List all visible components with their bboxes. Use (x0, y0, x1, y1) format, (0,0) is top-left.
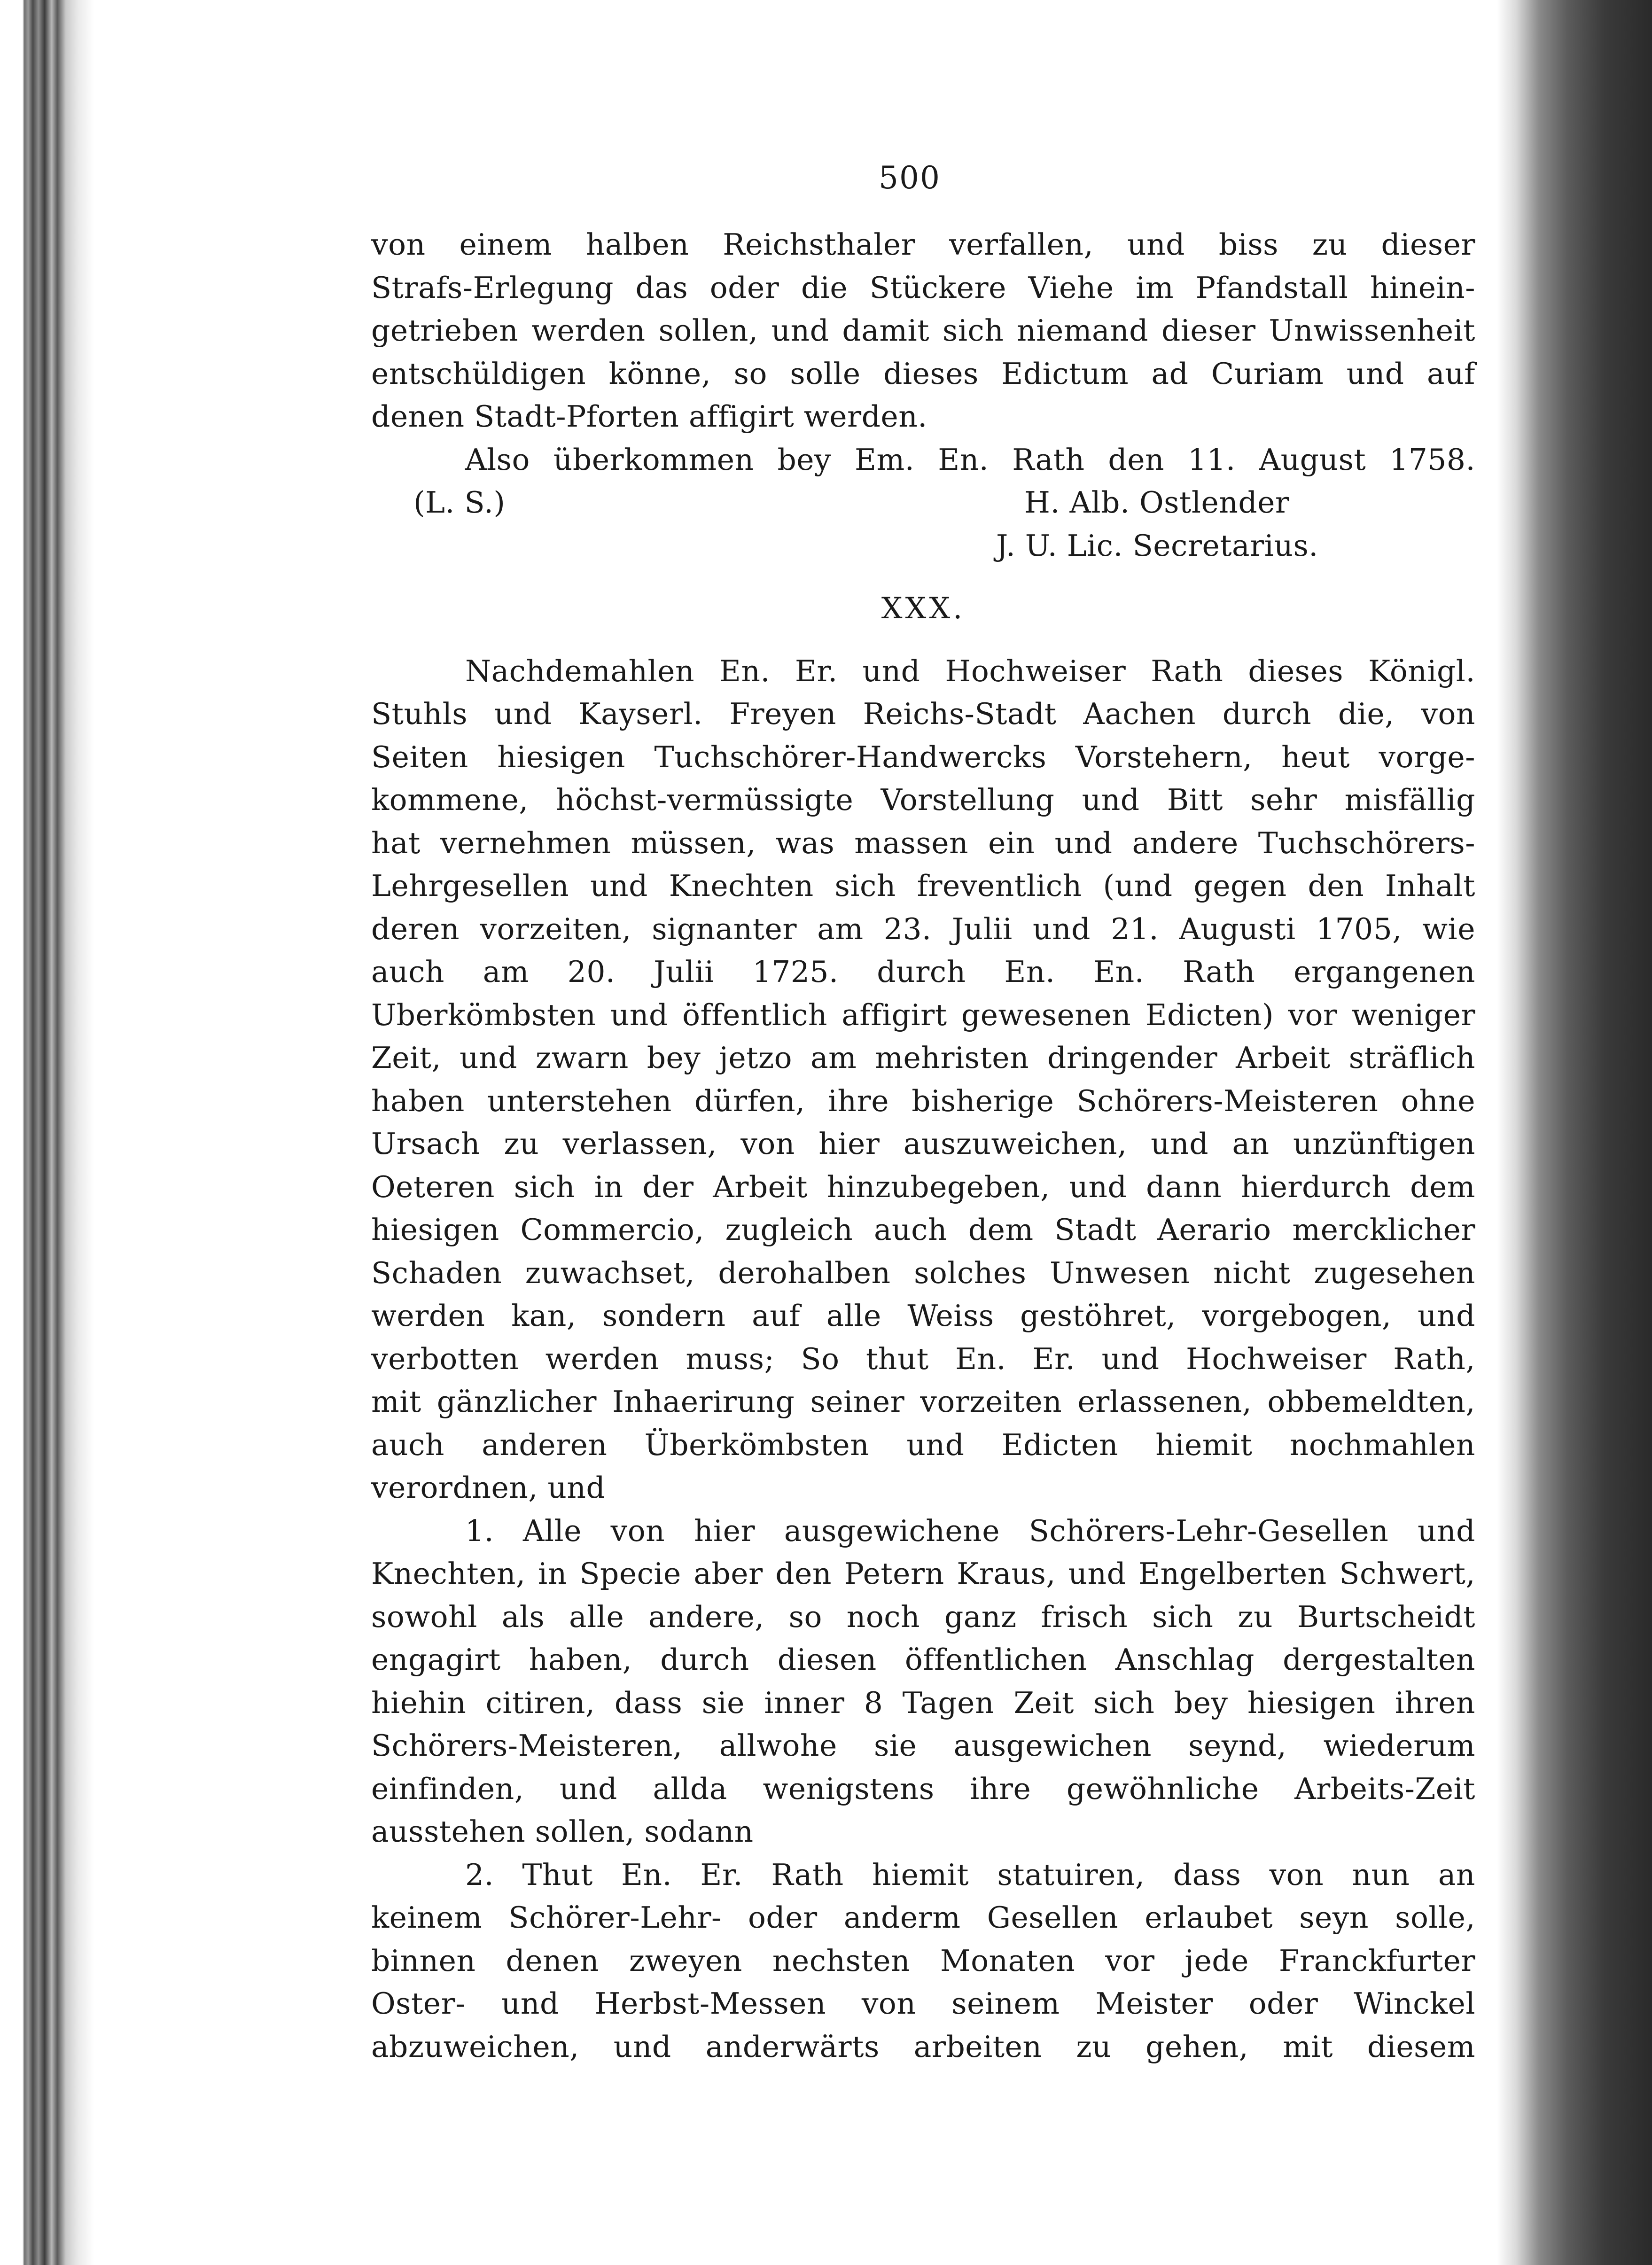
binding-edge (0, 0, 94, 2265)
page-body (371, 150, 1475, 2068)
text-line: kommene, höchst-vermüssigte Vorstellung und Bitt sehr misfällig (371, 783, 1475, 817)
signatory-name: H. Alb. Ostlender (1024, 485, 1290, 520)
text-line: Stuhls und Kayserl. Freyen Reichs-Stadt Aachen durch die, von (371, 697, 1475, 731)
text-line: Strafs-Erlegung das oder die Stückere Viehe im Pfandstall hinein- (371, 270, 1475, 305)
signature-row (371, 481, 1475, 524)
text-line: einfinden, und allda wenigstens ihre gewöhnliche Arbeits-Zeit (371, 1771, 1475, 1806)
text-line: denen Stadt-Pforten affigirt werden. (371, 399, 927, 434)
text-line: verbotten werden muss; So thut En. Er. und Hochweiser Rath, (371, 1341, 1475, 1376)
text-line: getrieben werden sollen, und damit sich niemand dieser Unwissenheit (371, 313, 1475, 348)
page-shadow-edge (1497, 0, 1652, 2265)
text-line: Knechten, in Specie aber den Petern Kraus, und Engelberten Schwert, (371, 1557, 1475, 1591)
text-line: hat vernehmen müssen, was massen ein und andere Tuchschörers- (371, 825, 1475, 860)
text-line: auch anderen Überkömbsten und Edicten hiemit nochmahlen (371, 1427, 1475, 1462)
text-line: verordnen, und (371, 1471, 606, 1505)
text-line: ausstehen sollen, sodann (371, 1814, 754, 1849)
top-spacer (371, 150, 1475, 223)
text-line: Zeit, und zwarn bey jetzo am mehristen dringender Arbeit sträflich (371, 1041, 1475, 1075)
text-line: abzuweichen, und anderwärts arbeiten zu gehen, mit diesem (371, 2029, 1475, 2064)
text-line: Ursach zu verlassen, von hier auszuweichen, und an unzünftigen (371, 1127, 1475, 1161)
text-line: keinem Schörer-Lehr- oder anderm Gesellen erlaubet seyn solle, (371, 1900, 1475, 1935)
text-line: Oster- und Herbst-Messen von seinem Meister oder Winckel (371, 1986, 1475, 2021)
text-line: hiesigen Commercio, zugleich auch dem Stadt Aerario mercklicher (371, 1213, 1475, 1247)
text-line: Schörers-Meisteren, allwohe sie ausgewichen seynd, wiederum (371, 1728, 1475, 1763)
text-line: Schaden zuwachset, derohalben solches Unwesen nicht zugesehen (371, 1255, 1475, 1290)
text-line: haben unterstehen dürfen, ihre bisherige Schörers-Meisteren ohne (371, 1083, 1475, 1118)
text-line: werden kan, sondern auf alle Weiss gestöhret, vorgebogen, und (371, 1299, 1475, 1333)
seal-mark: (L. S.) (413, 485, 506, 520)
text-line: mit gänzlicher Inhaerirung seiner vorzeiten erlassenen, obbemeldten, (371, 1385, 1475, 1419)
text-line: binnen denen zweyen nechsten Monaten vor jede Franckfurter (371, 1943, 1475, 1978)
signature-row-secretary (371, 524, 1475, 568)
text-line: sowohl als alle andere, so noch ganz frisch sich zu Burtscheidt (371, 1599, 1475, 1634)
text-line: engagirt haben, durch diesen öffentlichen Anschlag dergestalten (371, 1642, 1475, 1677)
text-line: entschüldigen könne, so solle dieses Edictum ad Curiam und auf (371, 356, 1475, 391)
text-line: Nachdemahlen En. Er. und Hochweiser Rath dieses Königl. (465, 654, 1475, 688)
text-line: Uberkömbsten und öffentlich affigirt gewesenen Edicten) vor weniger (371, 997, 1475, 1032)
text-line: Oeteren sich in der Arbeit hinzubegeben, und dann hierdurch dem (371, 1169, 1475, 1204)
text-line: Seiten hiesigen Tuchschörer-Handwercks Vorstehern, heut vorge- (371, 739, 1475, 774)
section-heading: XXX. (881, 591, 966, 625)
secretary-name: J. U. Lic. Secretarius. (996, 528, 1318, 563)
page-number: 500 (879, 160, 941, 196)
text-line: deren vorzeiten, signanter am 23. Julii und 21. Augusti 1705, wie (371, 911, 1475, 946)
list-item-line: 2. Thut En. Er. Rath hiemit statuiren, dass von nun an (465, 1857, 1475, 1892)
text-line: auch am 20. Julii 1725. durch En. En. Rath ergangenen (371, 955, 1475, 989)
text-line: Lehrgesellen und Knechten sich freventlich (und gegen den Inhalt (371, 869, 1475, 903)
closing-line: Also überkommen bey Em. En. Rath den 11. August 1758. (465, 442, 1475, 477)
text-line: von einem halben Reichsthaler verfallen, und biss zu dieser (371, 227, 1475, 262)
list-item-line: 1. Alle von hier ausgewichene Schörers-Lehr-Gesellen und (465, 1513, 1475, 1548)
text-line: hiehin citiren, dass sie inner 8 Tagen Zeit sich bey hiesigen ihren (371, 1685, 1475, 1720)
